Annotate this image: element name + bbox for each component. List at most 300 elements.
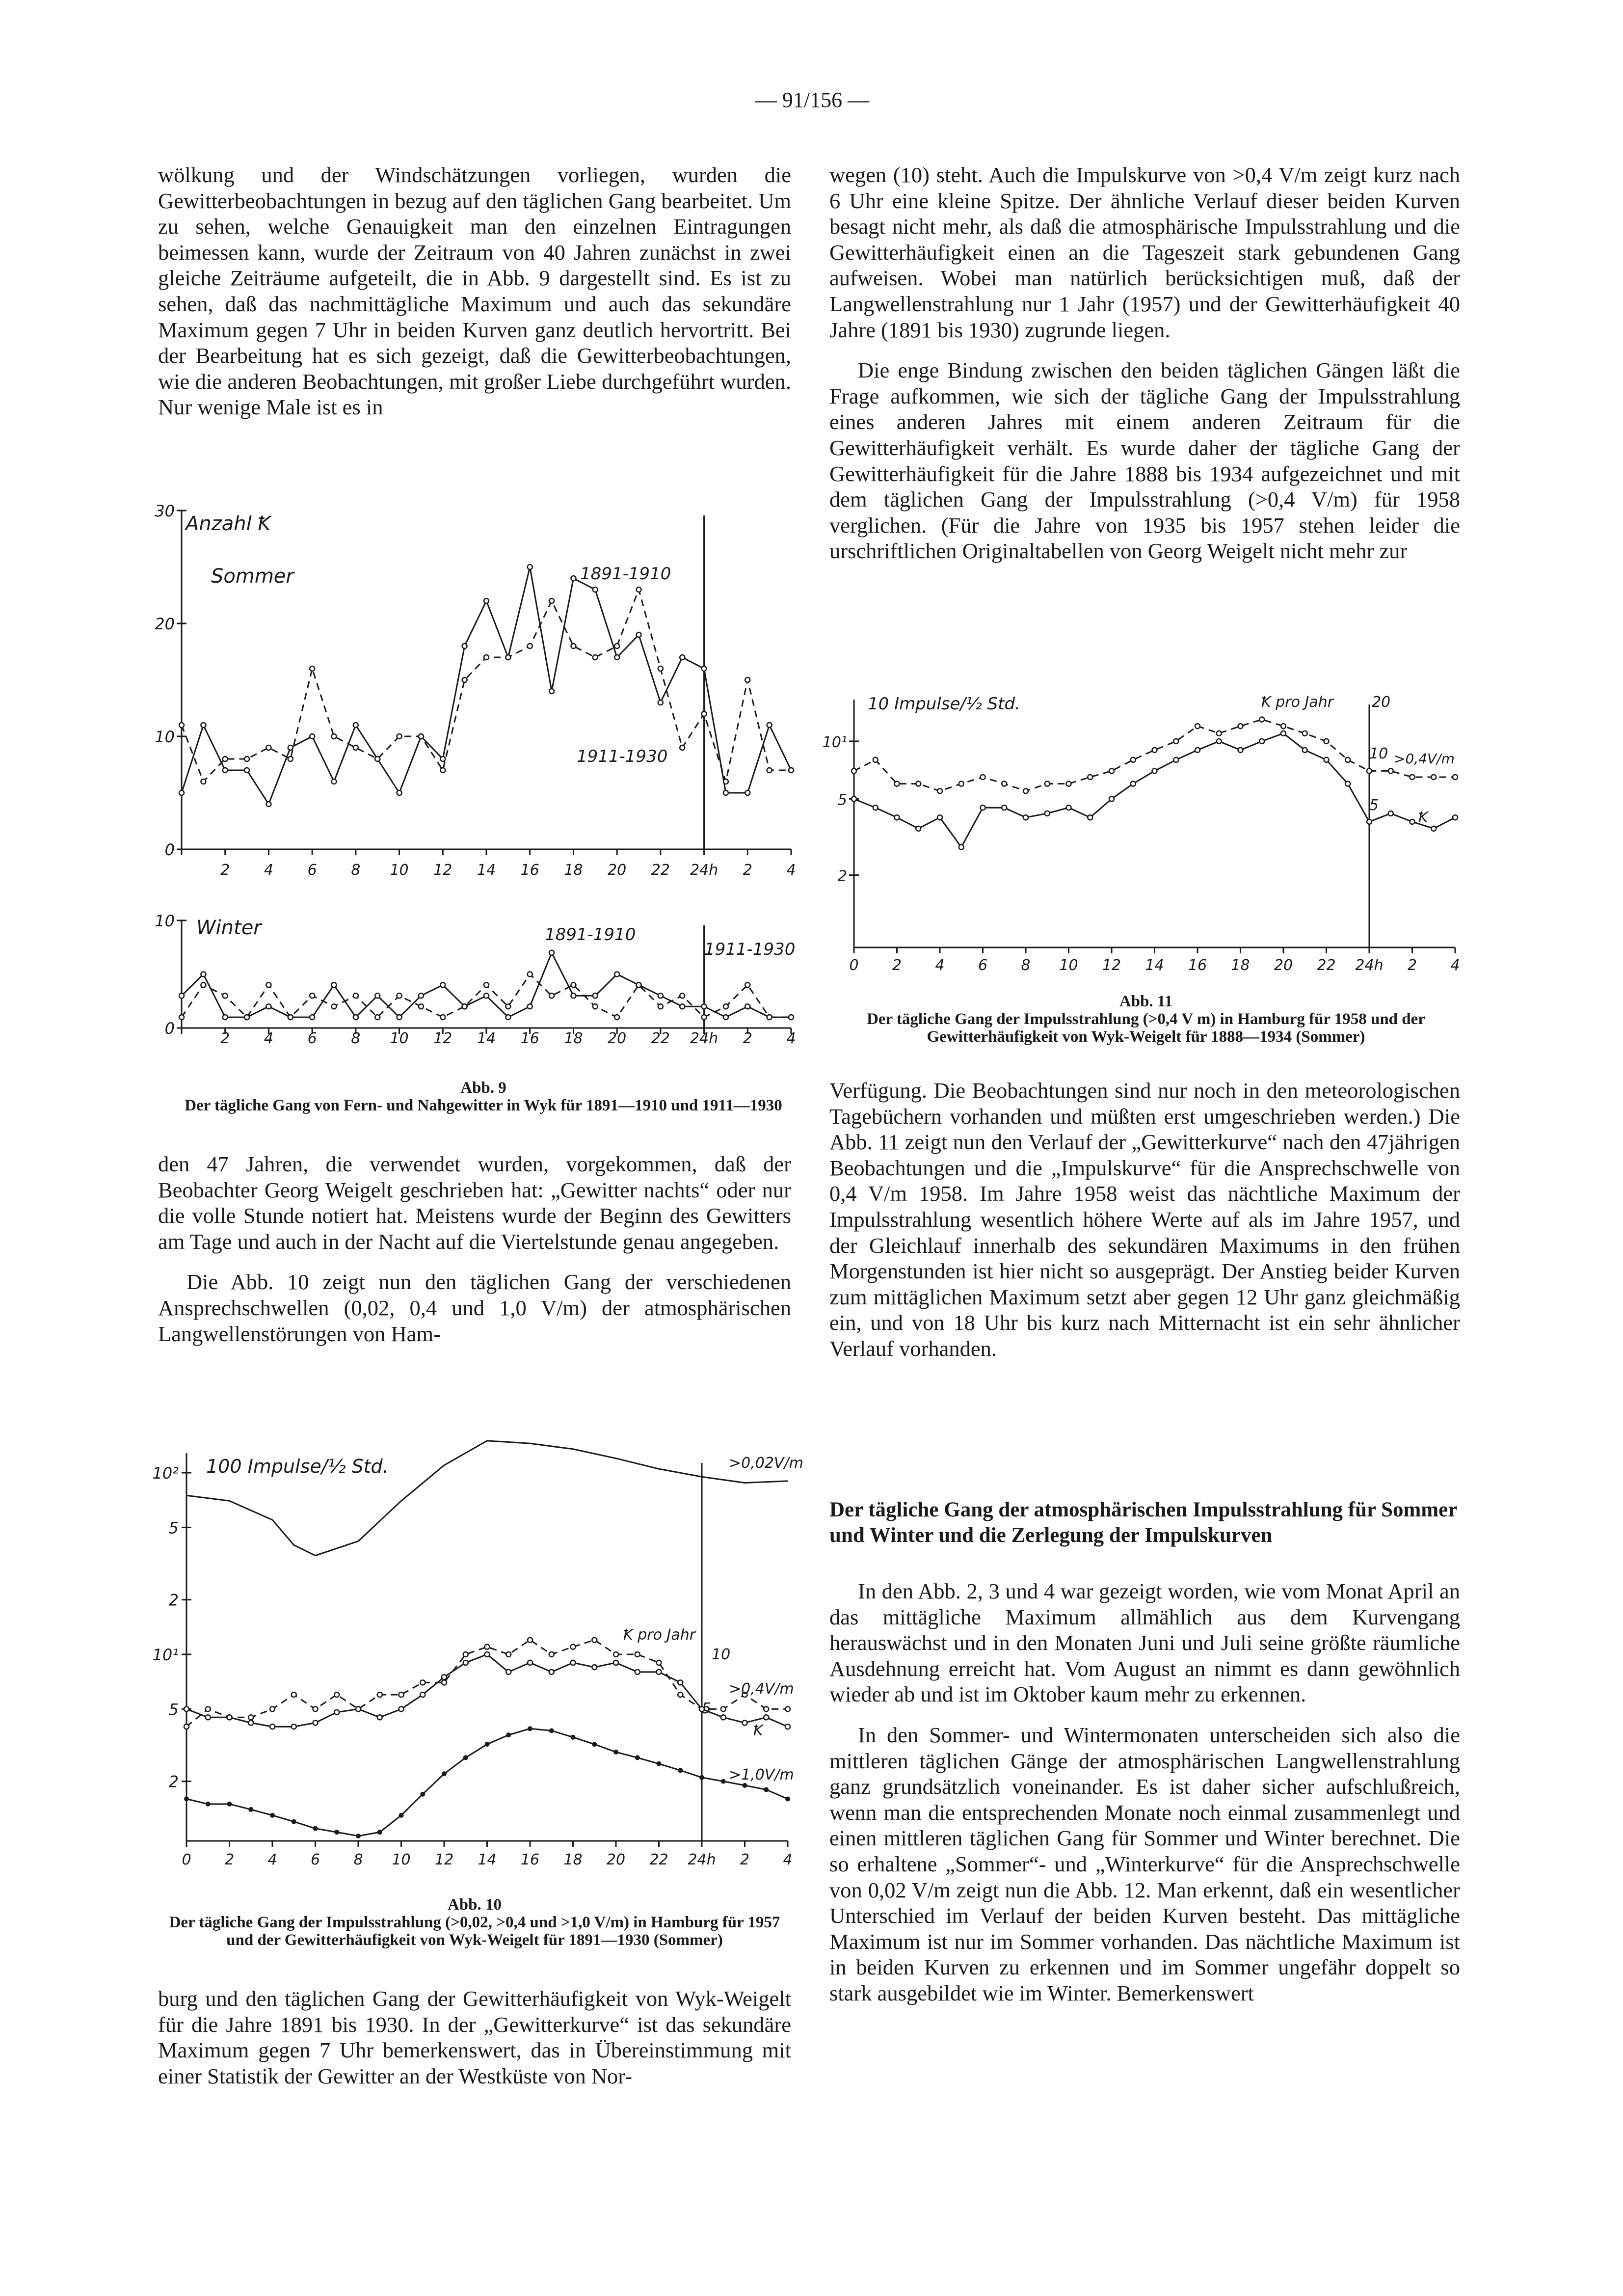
figure-9-data-point xyxy=(288,756,293,761)
figure-11-data-point xyxy=(1088,775,1092,780)
figure-9-data-point xyxy=(201,972,206,977)
figure-10-data-point xyxy=(313,1706,318,1711)
figure-9-data-point xyxy=(680,1004,685,1009)
figure-10-data-point xyxy=(356,1706,361,1711)
figure-9-data-point xyxy=(593,655,598,660)
figure-10-data-point xyxy=(420,1792,425,1797)
figure-9-x-tick-label: 14 xyxy=(477,862,496,879)
figure-10-data-point xyxy=(721,1715,726,1720)
figure-11-label: Abb. 11 xyxy=(1119,993,1173,1010)
figure-10-caption-text: Der tägliche Gang der Impulsstrahlung (>0,02, >0,4 und >1,0 V/m) in Hamburg für 1957 und der Gewitterhäufigkeit von Wyk-Weigelt für 1891—1930 (Sommer) xyxy=(169,1914,780,1949)
figure-11-annotation: 5 xyxy=(1369,797,1379,814)
figure-9-x-tick-label: 2 xyxy=(743,862,752,879)
figure-9-x-tick-label: 2 xyxy=(220,1030,230,1047)
figure-9-x-tick-label: 4 xyxy=(786,1030,796,1047)
figure-11-x-tick-label: 4 xyxy=(935,957,945,974)
figure-9-data-point xyxy=(745,1004,750,1009)
left-text-block-1 xyxy=(158,162,791,420)
figure-9-x-tick-label: 20 xyxy=(608,1030,627,1047)
figure-10-data-point xyxy=(377,1692,382,1697)
figure-10-data-point xyxy=(613,1660,618,1665)
figure-9-data-point xyxy=(745,677,750,682)
figure-10-data-point xyxy=(206,1802,211,1807)
figure-11-data-point xyxy=(1453,815,1458,820)
figure-10-x-tick-label: 4 xyxy=(783,1851,793,1868)
figure-11-x-tick-label: 6 xyxy=(978,957,988,974)
figure-10-y-tick-label: 5 xyxy=(168,1518,179,1538)
figure-11-data-point xyxy=(959,782,964,786)
figure-9-data-point xyxy=(201,723,206,728)
figure-9-data-point xyxy=(658,993,663,998)
figure-9-data-point xyxy=(614,655,619,660)
figure-9-annotation: 1891-1910 xyxy=(580,564,671,584)
figure-10-data-point xyxy=(785,1706,790,1711)
figure-10-data-point xyxy=(657,1670,662,1675)
figure-9-data-point xyxy=(614,644,619,648)
figure-10-data-point xyxy=(248,1715,253,1720)
figure-10-data-point xyxy=(206,1715,211,1720)
figure-9-data-point xyxy=(332,779,337,784)
figure-10-data-point xyxy=(571,1645,576,1649)
figure-11-x-tick-label: 22 xyxy=(1317,957,1336,974)
figure-11-data-point xyxy=(1238,748,1243,753)
figure-11-data-point xyxy=(1131,782,1136,786)
figure-10-data-point xyxy=(613,1652,618,1657)
figure-9-data-point xyxy=(462,677,467,682)
figure-10-x-tick-label: 24h xyxy=(688,1851,716,1868)
paragraph: wegen (10) steht. Auch die Impulskurve von >0,4 V/m zeigt kurz nach 6 Uhr eine kleine Spitze. Der ähnliche Verlauf dieser beiden Kurven besagt nicht mehr, als daß die atmosphärische Impulsstrahlung und die Gewitterhäufigkeit einen an die Tageszeit stark gebundenen Gang aufweisen. Wobei man natürlich berücksichtigen muß, daß der Langwellenstrahlung nur 1 Jahr (1957) und der Gewitterhäufigkeit 40 Jahre (1891 bis 1930) zugrunde liegen. xyxy=(829,162,1460,342)
figure-9-data-point xyxy=(332,982,337,987)
figure-9-data-point xyxy=(223,756,228,761)
figure-10-annotation: 5 xyxy=(702,1700,712,1717)
figure-10-data-point xyxy=(613,1750,618,1755)
figure-11-annotation: Ꝁ xyxy=(1418,809,1428,826)
figure-9-data-point xyxy=(571,644,576,648)
figure-10-data-point xyxy=(699,1775,704,1780)
paragraph: Verfügung. Die Beobachtungen sind nur noch in den meteorologischen Tagebüchern vorhanden und müßten erst umgeschrieben werden.) Die Abb. 11 zeigt nun den Verlauf der „Gewitterkurve“ nach den 47jährigen Beobachtungen und die „Impulskurve“ für die Ansprechschwelle von 0,4 V/m 1958. Im Jahre 1958 weist das nächtliche Maximum der Impulsstrahlung wesentlich höhere Werte auf als im Jahre 1957, und der Gleichlauf innerhalb des sekundären Maximums in den frühen Morgenstunden ist hier nicht so ausgeprägt. Der Anstieg beider Kurven zum mittäglichen Maximum setzt aber gegen 12 Uhr ganz gleichmäßig ein, und von 18 Uhr bis kurz nach Mitternacht ist ein sehr ähnlicher Verlauf vorhanden. xyxy=(829,1078,1460,1361)
figure-10-data-point xyxy=(635,1755,640,1760)
figure-9-data-point xyxy=(528,1004,532,1009)
figure-10-data-point xyxy=(743,1783,747,1788)
figure-11-x-tick-label: 14 xyxy=(1145,957,1164,974)
figure-9-x-tick-label: 18 xyxy=(564,1030,583,1047)
figure-10-data-point xyxy=(592,1742,597,1747)
figure-9-data-point xyxy=(397,790,402,795)
figure-9-data-point xyxy=(637,587,641,592)
paragraph: burg und den täglichen Gang der Gewitterhäufigkeit von Wyk-Weigelt für die Jahre 1891 bis 1930. In der „Gewitterkurve“ ist das sekundäre Maximum gegen 7 Uhr bemerkenswert, das in Übereinstimmung mit einer Statistik der Gewitter an der Westküste von Nor- xyxy=(158,1986,791,2088)
figure-10-annotation: >0,4V/m xyxy=(729,1680,794,1698)
figure-9-x-tick-label: 22 xyxy=(651,862,670,879)
figure-10-data-point xyxy=(292,1819,296,1824)
figure-10-y-tick-label: 10² xyxy=(152,1464,179,1483)
figure-9-data-point xyxy=(353,993,358,998)
figure-9-data-point xyxy=(288,745,293,750)
figure-10-data-point xyxy=(463,1652,468,1657)
figure-10-data-point xyxy=(721,1779,726,1784)
figure-11-data-point xyxy=(1388,811,1393,816)
figure-10-data-point xyxy=(635,1652,640,1657)
figure-10-data-point xyxy=(442,1675,447,1679)
figure-9-data-point xyxy=(549,993,554,998)
figure-11-data-point xyxy=(1131,757,1136,762)
figure-11-annotation: Ꝁ pro Jahr xyxy=(1261,694,1334,711)
figure-9-data-point xyxy=(201,982,206,987)
figure-9-data-point xyxy=(680,655,685,660)
figure-9-x-tick-label: 10 xyxy=(390,862,409,879)
figure-11-y-tick-label: 10¹ xyxy=(822,734,847,751)
figure-11-x-tick-label: 16 xyxy=(1188,957,1207,974)
figure-10-data-point xyxy=(549,1728,554,1733)
figure-10-data-point xyxy=(485,1652,490,1657)
figure-11-x-tick-label: 12 xyxy=(1102,957,1121,974)
figure-9-data-point xyxy=(723,1015,728,1020)
figure-11-data-point xyxy=(873,805,878,810)
figure-9-data-point xyxy=(702,1004,707,1009)
figure-11-data-point xyxy=(916,826,921,831)
figure-9-x-tick-label: 6 xyxy=(307,862,317,879)
figure-10-x-tick-label: 4 xyxy=(267,1851,277,1868)
figure-9-x-tick-label: 24h xyxy=(690,1030,718,1047)
figure-9-data-point xyxy=(179,723,184,728)
figure-9-annotation: 1911-1930 xyxy=(577,747,668,766)
figure-11-data-point xyxy=(1431,826,1436,831)
figure-9-data-point xyxy=(179,790,184,795)
figure-9-data-point xyxy=(179,1015,184,1020)
figure-9-data-point xyxy=(614,1015,619,1020)
figure-9-data-point xyxy=(266,1004,271,1009)
figure-11-data-point xyxy=(1002,805,1007,810)
figure-11-data-point xyxy=(1388,768,1393,773)
figure-10-data-point xyxy=(506,1670,511,1675)
figure-11-data-point xyxy=(1259,717,1264,722)
figure-11-data-point xyxy=(1345,757,1350,762)
figure-10-data-point xyxy=(657,1761,662,1766)
figure-9-x-tick-label: 18 xyxy=(564,862,583,879)
figure-9-panel-label: Sommer xyxy=(211,565,294,588)
figure-9-data-point xyxy=(680,993,685,998)
figure-10-chart xyxy=(152,1424,803,1890)
figure-10-data-point xyxy=(506,1652,511,1657)
figure-10-data-point xyxy=(743,1720,747,1725)
figure-11-data-point xyxy=(1152,748,1157,753)
figure-10-data-point xyxy=(248,1807,253,1812)
figure-11-data-point xyxy=(1281,724,1286,729)
figure-11-data-point xyxy=(1238,724,1243,729)
figure-9-data-point xyxy=(658,666,663,671)
figure-9-data-point xyxy=(397,1015,402,1020)
figure-10-x-tick-label: 10 xyxy=(392,1851,411,1868)
figure-10-data-point xyxy=(678,1680,683,1685)
figure-9-x-tick-label: 12 xyxy=(433,862,452,879)
figure-10-data-point xyxy=(485,1645,490,1649)
figure-10-data-point xyxy=(270,1724,275,1729)
figure-9-data-point xyxy=(332,1004,337,1009)
figure-9-data-point xyxy=(506,1015,510,1020)
figure-11-x-tick-label: 2 xyxy=(892,957,902,974)
figure-11-data-point xyxy=(1088,815,1092,820)
figure-11-data-point xyxy=(937,815,942,820)
figure-9-data-point xyxy=(266,982,271,987)
figure-10-annotation: >1,0V/m xyxy=(729,1766,794,1783)
figure-10-data-point xyxy=(764,1787,769,1792)
figure-9-data-point xyxy=(266,745,271,750)
figure-10-data-point xyxy=(549,1670,554,1675)
paragraph: In den Abb. 2, 3 und 4 war gezeigt worden, wie vom Monat April an das mittägliche Maximum allmählich aus dem Kurvengang herauswächst und in den Monaten Juni und Juli seine größte räumliche Ausdehnung erreicht hat. Vom August an nimmt es dann gewöhnlich wieder ab und ist im Oktober kaum mehr zu erkennen. xyxy=(829,1579,1460,1707)
figure-9-x-tick-label: 16 xyxy=(520,862,539,879)
figure-11-y-label: 10 Impulse/½ Std. xyxy=(868,694,1020,714)
page-number: — 91/156 — xyxy=(755,88,870,112)
figure-10-data-point xyxy=(377,1715,382,1720)
figure-9-panel-label: Winter xyxy=(196,917,262,939)
figure-9-annotation: 1911-1930 xyxy=(704,940,796,959)
figure-9-data-point xyxy=(767,768,772,773)
figure-9-data-point xyxy=(440,982,445,987)
figure-11-x-tick-label: 2 xyxy=(1407,957,1417,974)
figure-11-x-tick-label: 10 xyxy=(1059,957,1078,974)
figure-10-data-point xyxy=(292,1692,296,1697)
paragraph: In den Sommer- und Wintermonaten unterscheiden sich also die mittleren täglichen Gänge der atmosphärischen Langwellenstrahlung ganz grundsätzlich voneinander. Es ist daher sicher aufschlußreich, wenn man die entsprechenden Monate noch einmal zusammenlegt und einen mittleren täglichen Gang für Sommer und Winter berechnet. Die so erhaltene „Sommer“- und „Winterkurve“ für die Ansprechschwelle von 0,02 V/m zeigt nun die Abb. 12. Man erkennt, daß ein wesentlicher Unterschied im Verlauf der beiden Kurven besteht. Das mittägliche Maximum ist nur im Sommer vorhanden. Das nächtliche Maximum ist in beiden Kurven zu erkennen und im Sommer ungefähr doppelt so stark ausgebildet wie im Winter. Bemerkenswert xyxy=(829,1722,1460,2005)
figure-9-data-point xyxy=(702,666,707,671)
figure-10-data-point xyxy=(463,1660,468,1665)
figure-9-data-point xyxy=(223,768,228,773)
figure-9-x-tick-label: 16 xyxy=(520,1030,539,1047)
figure-11-data-point xyxy=(1109,796,1114,801)
figure-9-data-point xyxy=(702,1015,707,1020)
figure-9-x-tick-label: 2 xyxy=(220,862,230,879)
figure-10-data-point xyxy=(571,1735,576,1740)
right-text-block-3 xyxy=(829,1578,1460,2006)
figure-10-data-point xyxy=(549,1652,554,1657)
figure-9-data-point xyxy=(484,993,489,998)
figure-9-y-tick-label: 10 xyxy=(155,912,175,930)
figure-11-annotation: 10 xyxy=(1369,745,1388,762)
figure-9-data-point xyxy=(484,982,489,987)
figure-10-data-point xyxy=(270,1813,275,1818)
figure-10-data-point xyxy=(377,1830,382,1835)
figure-9-data-point xyxy=(419,734,424,739)
figure-10-data-point xyxy=(227,1802,232,1807)
figure-9-data-point xyxy=(593,1004,598,1009)
figure-11-data-point xyxy=(1431,775,1436,780)
figure-9-data-point xyxy=(332,734,337,739)
figure-11-x-tick-label: 18 xyxy=(1231,957,1250,974)
figure-11-data-point xyxy=(959,845,964,850)
figure-9-data-point xyxy=(506,1004,510,1009)
figure-11-data-point xyxy=(1173,757,1178,762)
figure-11-data-point xyxy=(1066,782,1071,786)
figure-10-data-point xyxy=(292,1724,296,1729)
figure-10-data-point xyxy=(657,1660,662,1665)
figure-10-data-point xyxy=(399,1706,404,1711)
figure-11-x-tick-label: 8 xyxy=(1021,957,1031,974)
figure-10-data-point xyxy=(206,1706,211,1711)
figure-11-data-point xyxy=(1045,811,1050,816)
figure-9-data-point xyxy=(223,993,228,998)
figure-11-data-point xyxy=(1195,748,1200,753)
figure-11-data-point xyxy=(937,788,942,793)
figure-9-data-point xyxy=(680,745,685,750)
figure-9-data-point xyxy=(462,1004,467,1009)
figure-9-data-point xyxy=(528,644,532,648)
figure-9-data-point xyxy=(593,587,598,592)
figure-9-x-tick-label: 8 xyxy=(351,1030,361,1047)
figure-10-data-point xyxy=(678,1692,683,1697)
figure-10-x-tick-label: 12 xyxy=(434,1851,454,1868)
figure-9-x-tick-label: 14 xyxy=(477,1030,496,1047)
figure-11-chart xyxy=(822,685,1467,999)
figure-10-data-point xyxy=(592,1638,597,1643)
figure-9-data-point xyxy=(723,1004,728,1009)
figure-9-data-point xyxy=(353,723,358,728)
figure-10-series-line xyxy=(186,1654,788,1727)
figure-9-caption xyxy=(182,1079,785,1114)
figure-9-data-point xyxy=(440,1015,445,1020)
figure-11-caption-text: Der tägliche Gang der Impulsstrahlung (>0,4 V m) in Hamburg für 1958 und der Gewitterhäufigkeit von Wyk-Weigelt für 1888—1934 (Sommer) xyxy=(867,1010,1425,1046)
figure-11-data-point xyxy=(1023,815,1028,820)
paragraph: Die enge Bindung zwischen den beiden täglichen Gängen läßt die Frage aufkommen, wie sich der tägliche Gang der Impulsstrahlung eines anderen Jahres mit einem anderen Zeitraum für die Gewitterhäufigkeit verhält. Es wurde daher der tägliche Gang der Gewitterhäufigkeit für die Jahre 1888 bis 1934 aufgezeichnet und mit dem täglichen Gang der Impulsstrahlung (>0,4 V/m) für 1958 verglichen. (Für die Jahre von 1935 bis 1957 stehen leider die urschriftlichen Originaltabellen von Georg Weigelt nicht mehr zur xyxy=(829,358,1460,564)
left-text-block-2 xyxy=(158,1151,791,1347)
figure-10-data-point xyxy=(528,1726,532,1731)
figure-9-x-tick-label: 20 xyxy=(608,862,627,879)
figure-9-data-point xyxy=(244,756,249,761)
figure-10-x-tick-label: 18 xyxy=(563,1851,583,1868)
figure-9-data-point xyxy=(266,802,271,807)
figure-11-data-point xyxy=(895,782,900,786)
figure-10-data-point xyxy=(184,1706,189,1711)
figure-10-x-tick-label: 2 xyxy=(224,1851,235,1868)
figure-11-data-point xyxy=(1324,739,1329,744)
figure-11-annotation: >0,4V/m xyxy=(1394,751,1455,767)
figure-11-caption xyxy=(844,993,1448,1046)
figure-11-data-point xyxy=(1345,782,1350,786)
figure-11-data-point xyxy=(1367,768,1372,773)
figure-9-data-point xyxy=(658,700,663,705)
figure-10-data-point xyxy=(313,1826,318,1831)
figure-10-data-point xyxy=(635,1670,640,1675)
figure-10-data-point xyxy=(571,1660,576,1665)
figure-10-caption xyxy=(158,1896,791,1949)
figure-9-data-point xyxy=(528,565,532,569)
figure-11-data-point xyxy=(1173,739,1178,744)
figure-10-data-point xyxy=(785,1724,790,1729)
figure-11-annotation: 20 xyxy=(1372,694,1391,711)
figure-9-data-point xyxy=(310,1015,315,1020)
figure-10-y-label: 100 Impulse/½ Std. xyxy=(206,1456,389,1477)
figure-9-data-point xyxy=(288,1015,293,1020)
figure-11-data-point xyxy=(851,796,856,801)
figure-9-chart xyxy=(155,502,796,1080)
figure-9-data-point xyxy=(723,790,728,795)
figure-10-x-tick-label: 0 xyxy=(182,1851,191,1868)
figure-10-data-point xyxy=(592,1665,597,1670)
figure-9-x-tick-label: 22 xyxy=(651,1030,670,1047)
figure-11-data-point xyxy=(1281,731,1286,736)
figure-10-data-point xyxy=(399,1692,404,1697)
figure-9-data-point xyxy=(244,1015,249,1020)
figure-9-series-line xyxy=(182,590,791,782)
figure-10-y-tick-label: 2 xyxy=(168,1591,179,1610)
figure-9-data-point xyxy=(440,768,445,773)
figure-10-y-tick-label: 5 xyxy=(168,1700,179,1719)
figure-9-x-tick-label: 4 xyxy=(264,1030,273,1047)
figure-9-data-point xyxy=(397,734,402,739)
figure-9-data-point xyxy=(223,1015,228,1020)
figure-9-data-point xyxy=(549,689,554,694)
figure-10-annotation: Ꝁ xyxy=(753,1722,763,1739)
right-text-block-1 xyxy=(829,162,1460,564)
figure-9-data-point xyxy=(484,655,489,660)
figure-10-data-point xyxy=(270,1706,275,1711)
figure-11-data-point xyxy=(981,805,985,810)
figure-9-data-point xyxy=(637,982,641,987)
figure-10-data-point xyxy=(334,1692,339,1697)
figure-10-x-tick-label: 22 xyxy=(649,1851,668,1868)
figure-9-data-point xyxy=(375,756,380,761)
figure-10-data-point xyxy=(356,1834,361,1838)
figure-9-y-tick-label: 0 xyxy=(164,840,175,859)
figure-9-data-point xyxy=(353,1015,358,1020)
figure-11-data-point xyxy=(1109,768,1114,773)
figure-10-data-point xyxy=(334,1830,339,1835)
figure-9-x-tick-label: 4 xyxy=(786,862,796,879)
paragraph: den 47 Jahren, die verwendet wurden, vorgekommen, daß der Beobachter Georg Weigelt geschrieben hat: „Gewitter nachts“ oder nur die volle Stunde notiert hat. Meistens wurde der Beginn des Gewitters am Tage und auch in der Nacht auf die Viertelstunde genau angegeben. xyxy=(158,1152,791,1254)
figure-9-y-tick-label: 10 xyxy=(155,728,175,746)
figure-11-data-point xyxy=(1410,775,1415,780)
figure-10-data-point xyxy=(678,1768,683,1773)
figure-11-data-point xyxy=(1066,805,1071,810)
figure-9-data-point xyxy=(375,993,380,998)
figure-10-x-tick-label: 16 xyxy=(520,1851,540,1868)
figure-11-series-line xyxy=(854,720,1455,791)
figure-11-data-point xyxy=(1023,788,1028,793)
figure-9-data-point xyxy=(571,993,576,998)
figure-10-x-tick-label: 20 xyxy=(606,1851,626,1868)
figure-10-data-point xyxy=(399,1813,404,1818)
figure-11-x-tick-label: 20 xyxy=(1274,957,1293,974)
figure-9-data-point xyxy=(614,972,619,977)
figure-9-data-point xyxy=(789,1015,794,1020)
figure-9-data-point xyxy=(637,632,641,637)
figure-11-data-point xyxy=(1410,819,1415,824)
figure-11-x-tick-label: 24h xyxy=(1355,957,1384,974)
figure-11-y-tick-label: 5 xyxy=(837,791,847,809)
figure-11-data-point xyxy=(981,775,985,780)
figure-10-data-point xyxy=(506,1732,511,1737)
figure-10-data-point xyxy=(442,1771,447,1776)
figure-11-data-point xyxy=(916,782,921,786)
figure-9-x-tick-label: 24h xyxy=(690,862,718,879)
right-text-block-2 xyxy=(829,1078,1460,1362)
figure-10-annotation: Ꝁ pro Jahr xyxy=(623,1626,696,1644)
figure-10-data-point xyxy=(420,1680,425,1685)
figure-10-x-tick-label: 6 xyxy=(310,1851,320,1868)
figure-9-annotation: 1891-1910 xyxy=(545,925,636,945)
figure-9-data-point xyxy=(789,768,794,773)
figure-9-x-tick-label: 8 xyxy=(351,862,361,879)
figure-9-data-point xyxy=(702,711,707,716)
figure-9-data-point xyxy=(593,993,598,998)
figure-11-data-point xyxy=(1045,782,1050,786)
figure-9-y-tick-label: 20 xyxy=(155,615,175,633)
figure-9-y-tick-label: 30 xyxy=(155,502,175,520)
figure-10-data-point xyxy=(184,1796,189,1801)
figure-11-data-point xyxy=(1152,768,1157,773)
figure-9-data-point xyxy=(767,723,772,728)
figure-9-data-point xyxy=(419,1004,424,1009)
figure-10-data-point xyxy=(442,1680,447,1685)
figure-11-data-point xyxy=(1453,775,1458,780)
section-heading: Der tägliche Gang der atmosphärischen Impulsstrahlung für Sommer und Winter und die Zerlegung der Impulskurven xyxy=(829,1498,1457,1547)
